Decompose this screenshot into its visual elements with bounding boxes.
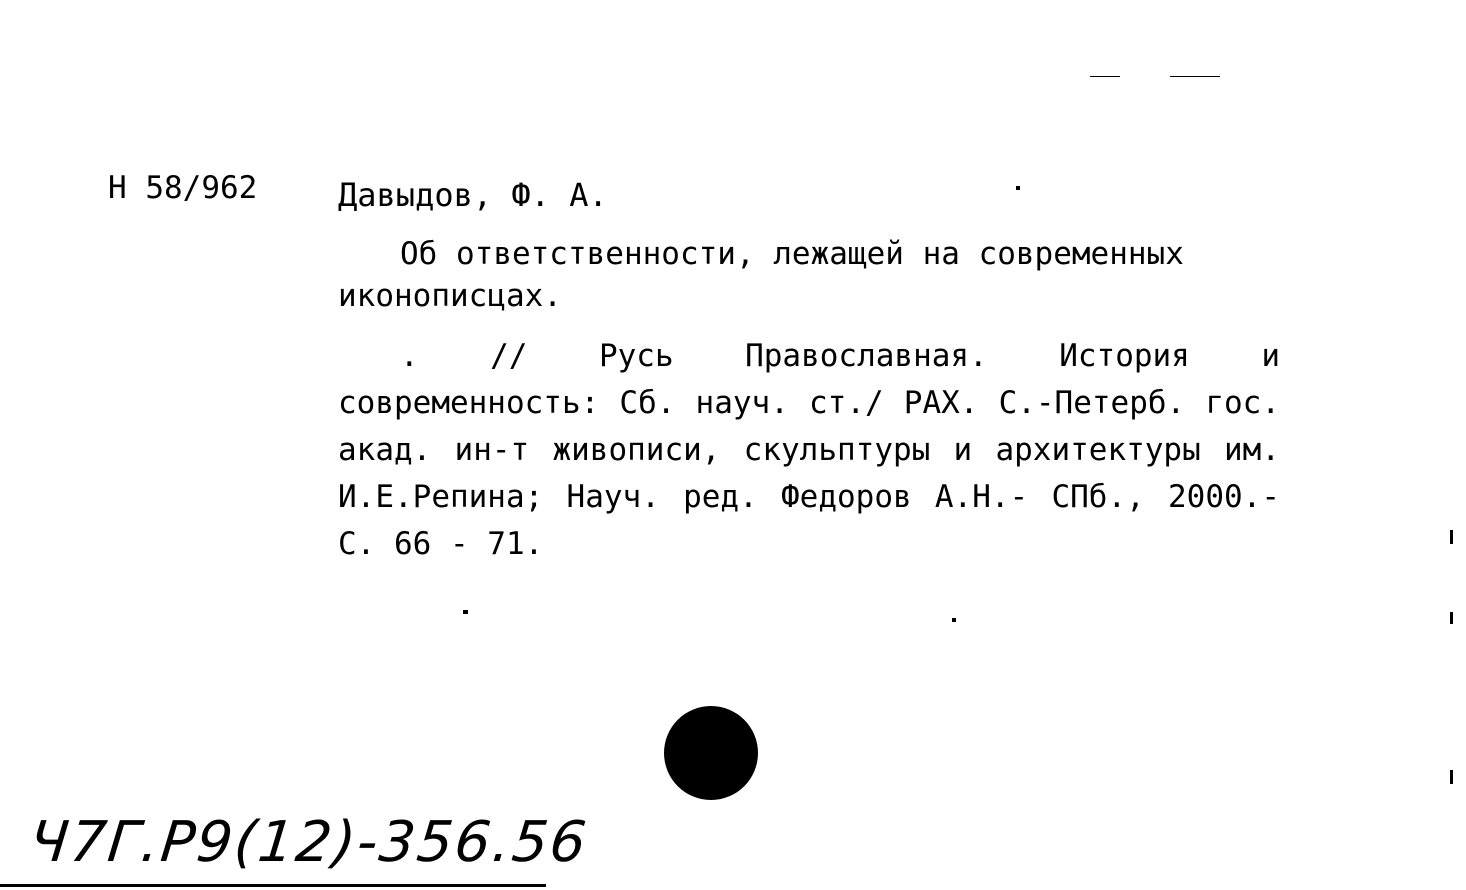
classification-code: Ч7Г.Р9(12)-356.56 bbox=[26, 810, 591, 875]
scan-speck bbox=[952, 618, 956, 622]
scan-speck bbox=[463, 610, 468, 614]
scan-speck bbox=[1016, 186, 1020, 190]
author-heading: Давыдов, Ф. А. bbox=[338, 176, 608, 214]
work-title: Об ответственности, лежащей на современных иконописцах. bbox=[338, 236, 1184, 314]
scan-speck bbox=[1450, 530, 1453, 544]
punch-hole bbox=[664, 706, 758, 800]
scan-speck bbox=[1450, 612, 1453, 624]
scan-speck bbox=[1170, 76, 1220, 77]
card-edge-line bbox=[0, 884, 546, 887]
scan-speck bbox=[1450, 770, 1453, 784]
source-description: . // Русь Православная. История и современность: Сб. науч. ст./ РАХ. С.-Петерб. гос. акад. ин-т живописи, скульптуры и архитектуры им. И.Е.Репина; Науч. ред. Федоров А.Н.- СПб., 2000.-С. 66 - 71. bbox=[338, 338, 1280, 562]
shelfmark: Н 58/962 bbox=[108, 170, 258, 206]
scan-speck bbox=[1090, 76, 1120, 77]
